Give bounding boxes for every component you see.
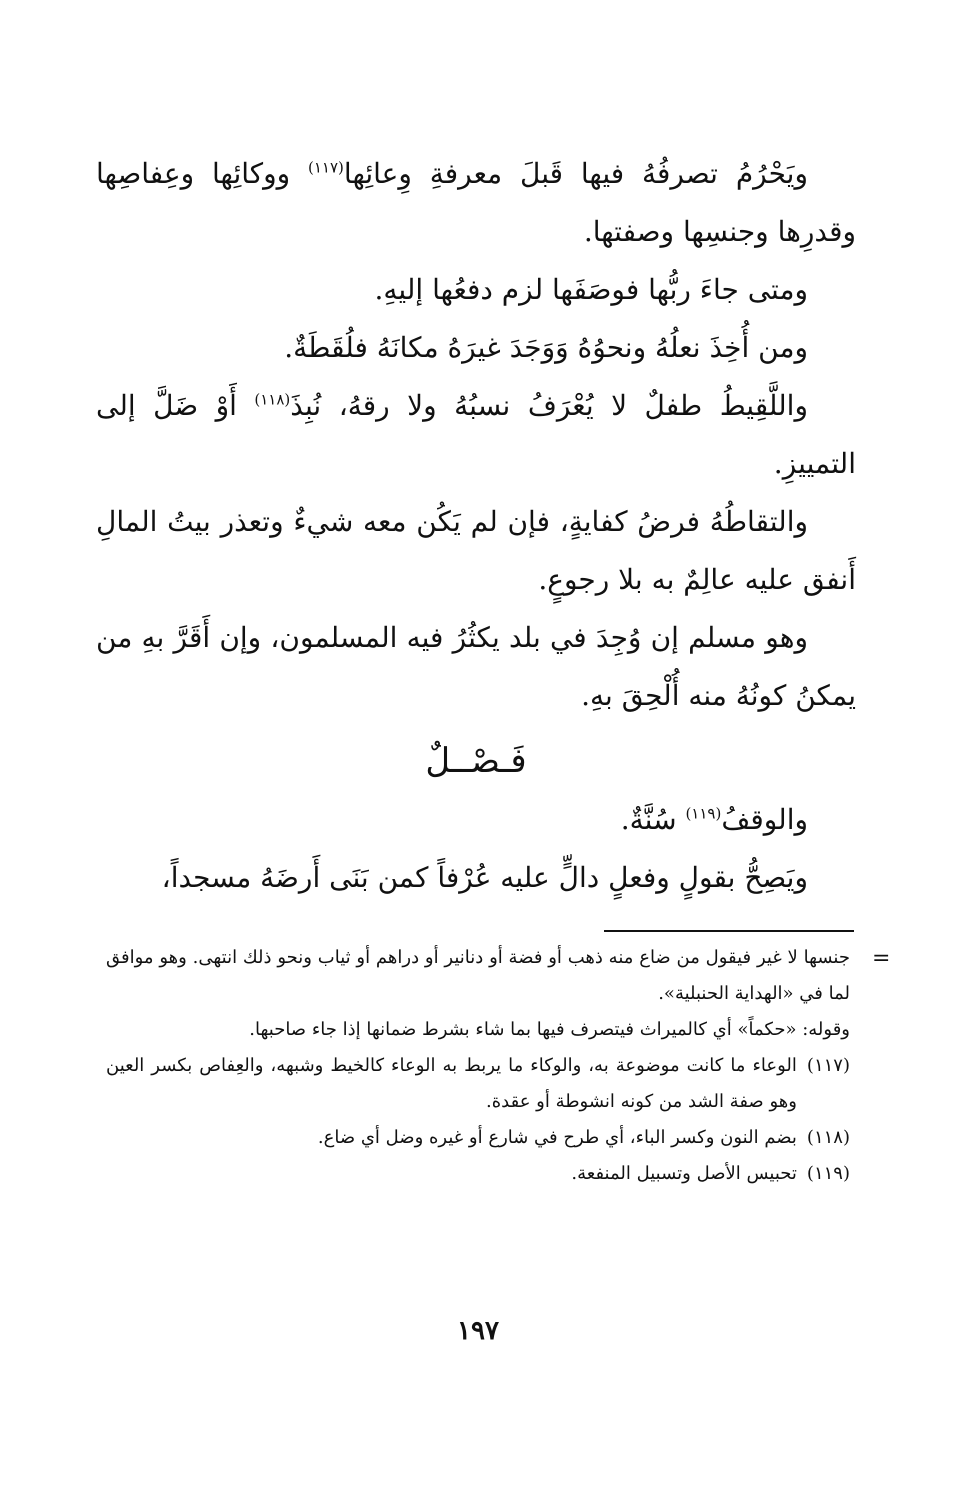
footnote-118 (106, 1120, 850, 1156)
footnote-text: تحبيس الأصل وتسبيل المنفعة. (571, 1163, 797, 1184)
paragraph-5: والتقاطُهُ فرضُ كفايةٍ، فإن لم يَكُن معه شيءٌ وتعذر بيتُ المالِ أَنفق عليه عالِمٌ به بلا رجوعٍ. (96, 505, 856, 596)
paragraph-1-text-b: ووكائِها وعِفاصِها وقدرِها وجنسِها وصفتها. (96, 157, 856, 248)
continuation-mark: = (872, 946, 891, 971)
footnote-ref-117[interactable]: (١١٧) (308, 158, 344, 177)
paragraph-4 (96, 377, 856, 493)
footnote-carryover-2: وقوله: «حكماً» أي كالميراث فيتصرف فيها بما شاء بشرط ضمانها إذا جاء صاحبها. (249, 1019, 850, 1040)
footnote-carryover-1: جنسها لا غير فيقول من ضاع منه ذهب أو فضة أو دنانير أو دراهم أو ثياب ونحو ذلك انتهى. وهو موافق لما في «الهداية الحنبلية». (106, 947, 850, 1004)
footnote-text: بضم النون وكسر الباء، أي طرح في شارع أو غيره وضل أي ضاع. (317, 1127, 797, 1148)
footnote-number: (١١٩) (806, 1163, 850, 1184)
section-heading: فَـصْــلٌ (425, 741, 527, 781)
footnotes-section (106, 940, 850, 1192)
paragraph-4-text-b: أَوْ ضَلَّ إلى التمييزِ. (96, 389, 856, 480)
footnote-number: (١١٨) (806, 1127, 850, 1148)
footnote-ref-118[interactable]: (١١٨) (254, 390, 291, 409)
footnote-divider (604, 930, 854, 932)
paragraph-8: ويَصِحُّ بقولٍ وفعلٍ دالٍّ عليه عُرْفاً كمن بَنَى أَرضَهُ مسجداً، (161, 861, 808, 894)
paragraph-1-text-a: ويَحْرُمُ تصرفُهُ فيها قَبلَ معرفةِ وِعائِها (343, 157, 808, 190)
paragraph-3: ومن أُخِذَ نعلُهُ ونحوُهُ وَوَجَدَ غيرَهُ مكانَهُ فلُقَطَةٌ. (284, 331, 808, 364)
footnote-text: الوعاء ما كانت موضوعة به، والوكاء ما يربط به الوعاء كالخيط وشبهه، والعِفاص بكسر العين وهو صفة الشد من كونه انشوطة أو عقدة. (106, 1055, 797, 1112)
footnote-119 (106, 1156, 850, 1192)
paragraph-7 (96, 791, 856, 849)
footnote-117 (106, 1048, 850, 1120)
page-number: ١٩٧ (457, 1316, 499, 1346)
paragraph-7-text-a: والوقفُ (721, 803, 808, 836)
main-text (96, 145, 856, 907)
paragraph-4-text-a: واللَّقِيطُ طفلٌ لا يُعْرَفُ نسبُهُ ولا رقهُ، نُبِذَ (290, 389, 808, 422)
paragraph-2: ومتى جاءَ ربُّها فوصَفَها لزم دفعُها إليهِ. (374, 273, 808, 306)
paragraph-1 (96, 145, 856, 261)
footnote-ref-119[interactable]: (١١٩) (685, 804, 722, 823)
footnote-number: (١١٧) (806, 1055, 850, 1076)
paragraph-6: وهو مسلم إن وُجِدَ في بلد يكثُرُ فيه المسلمون، وإن أَقَرَّ بهِ من يمكنُ كونُهُ منه أُلْحِقَ بهِ. (96, 621, 856, 712)
paragraph-7-text-b: سُنَّةٌ. (620, 803, 686, 836)
